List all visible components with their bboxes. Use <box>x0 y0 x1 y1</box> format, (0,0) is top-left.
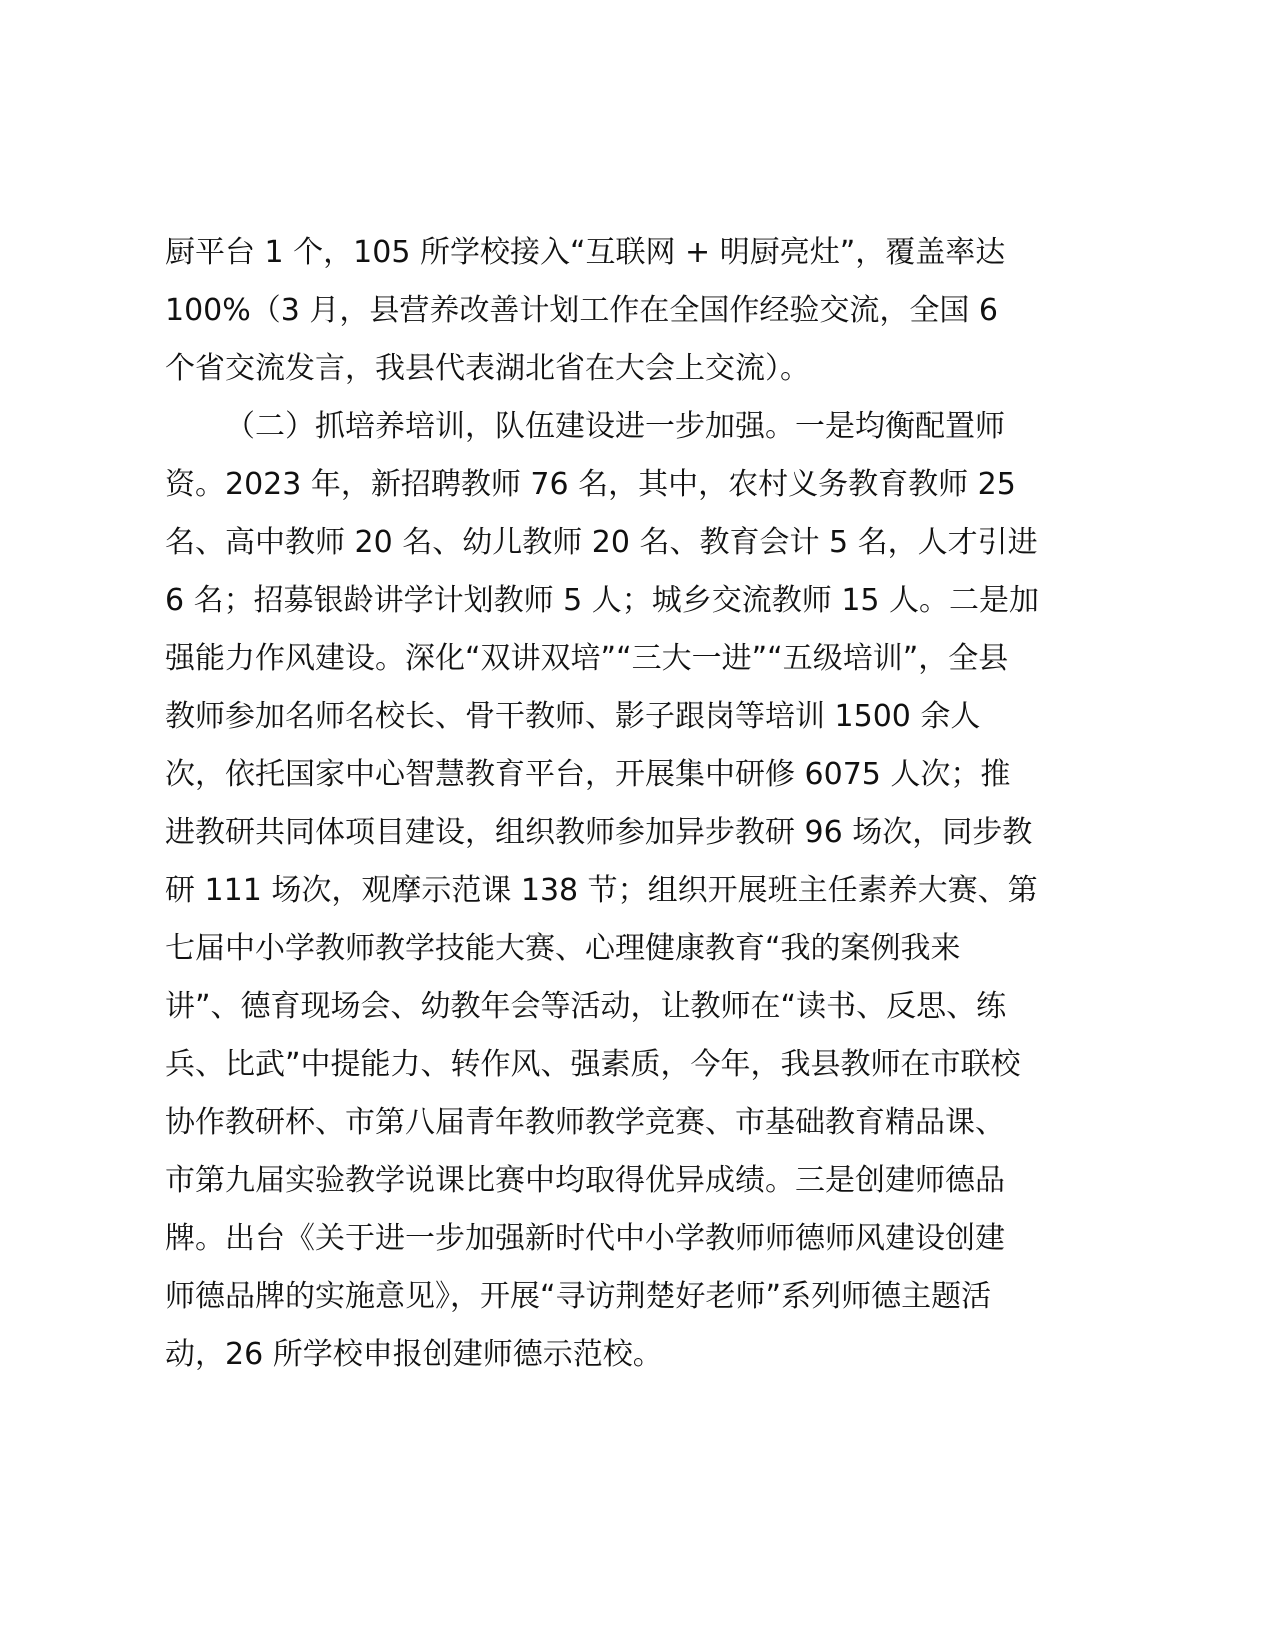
text-line: 6 名；招募银龄讲学计划教师 5 人；城乡交流教师 15 人。二是加 <box>165 583 1040 618</box>
text-line: 七届中小学教师教学技能大赛、心理健康教育“我的案例我来 <box>165 931 961 966</box>
text-line: 个省交流发言，我县代表湖北省在大会上交流）。 <box>165 351 810 386</box>
text-line: 动，26 所学校申报创建师德示范校。 <box>165 1337 663 1372</box>
text-line: 资。2023 年，新招聘教师 76 名，其中，农村义务教育教师 25 <box>165 467 1016 502</box>
text-line: 厨平台 1 个，105 所学校接入“互联网 + 明厨亮灶”，覆盖率达 <box>165 235 1006 270</box>
section-heading-line: （二）抓培养培训，队伍建设进一步加强。一是均衡配置师 <box>225 409 1005 444</box>
body-text <box>165 224 1125 1384</box>
text-line: 研 111 场次，观摩示范课 138 节；组织开展班主任素养大赛、第 <box>165 873 1038 908</box>
text-line: 市第九届实验教学说课比赛中均取得优异成绩。三是创建师德品 <box>165 1163 1005 1198</box>
text-line: 兵、比武”中提能力、转作风、强素质，今年，我县教师在市联校 <box>165 1047 1021 1082</box>
text-line: 100%（3 月，县营养改善计划工作在全国作经验交流，全国 6 <box>165 293 999 328</box>
text-line: 名、高中教师 20 名、幼儿教师 20 名、教育会计 5 名，人才引进 <box>165 525 1038 560</box>
text-line: 协作教研杯、市第八届青年教师教学竞赛、市基础教育精品课、 <box>165 1105 1005 1140</box>
text-line: 次，依托国家中心智慧教育平台，开展集中研修 6075 人次；推 <box>165 757 1011 792</box>
text-line: 强能力作风建设。深化“双讲双培”“三大一进”“五级培训”，全县 <box>165 641 1009 676</box>
text-line: 进教研共同体项目建设，组织教师参加异步教研 96 场次，同步教 <box>165 815 1033 850</box>
text-line: 师德品牌的实施意见》，开展“寻访荆楚好老师”系列师德主题活 <box>165 1279 992 1314</box>
text-line: 讲”、德育现场会、幼教年会等活动，让教师在“读书、反思、练 <box>165 989 1007 1024</box>
text-line: 教师参加名师名校长、骨干教师、影子跟岗等培训 1500 余人 <box>165 699 981 734</box>
text-line: 牌。出台《关于进一步加强新时代中小学教师师德师风建设创建 <box>165 1221 1005 1256</box>
